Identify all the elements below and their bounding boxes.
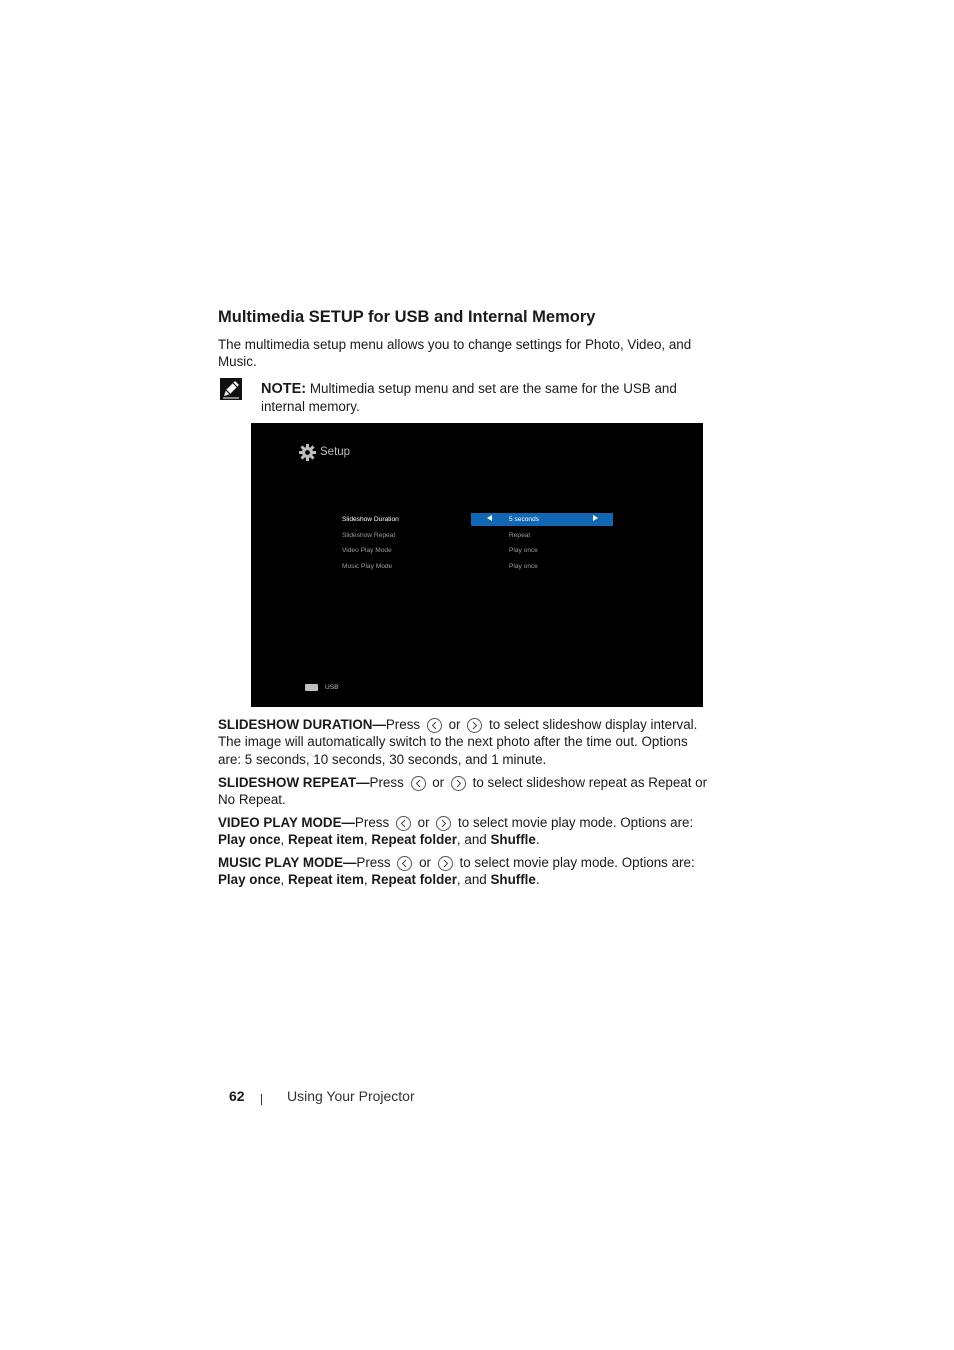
left-button-icon (397, 856, 412, 871)
item-slideshow-duration (218, 716, 708, 768)
section-title: Multimedia SETUP for USB and Internal Memory (218, 308, 596, 326)
item-term: SLIDESHOW REPEAT— (218, 775, 370, 790)
menu-row-video-play-mode[interactable] (251, 544, 703, 560)
source-label: USB (325, 684, 339, 691)
item-term: VIDEO PLAY MODE— (218, 815, 355, 830)
setup-menu-screenshot (251, 423, 703, 707)
option-repeat-item: Repeat item (287, 872, 364, 888)
right-button-icon (451, 776, 466, 791)
or-text: or (432, 775, 445, 790)
menu-row-value: Repeat (509, 532, 531, 539)
left-button-icon (411, 776, 426, 791)
menu-row-label: Music Play Mode (342, 563, 393, 570)
item-slideshow-repeat (218, 774, 708, 809)
and-text: and (464, 832, 487, 848)
right-button-icon (436, 816, 451, 831)
footer-divider (261, 1094, 262, 1105)
note-text: Multimedia setup menu and set are the same for the USB and internal memory. (261, 381, 677, 415)
item-description: to select slideshow display interval. The image will automatically switch to the next photo after the time out. Options are: 5 seconds, 10 seconds, 30 seconds, and 1 minute. (218, 717, 698, 767)
and-text: and (464, 872, 487, 888)
intro-paragraph: The multimedia setup menu allows you to change settings for Photo, Video, and Music. (218, 337, 692, 370)
right-button-icon (467, 718, 482, 733)
menu-row-slideshow-duration[interactable] (251, 513, 703, 529)
item-term: MUSIC PLAY MODE— (218, 855, 357, 870)
gear-icon (299, 444, 316, 461)
footer-section-title: Using Your Projector (287, 1088, 415, 1104)
page-number: 62 (229, 1088, 245, 1104)
item-music-play-mode: MUSIC PLAY MODE—Press or to select movie play mode. Options are: Play once, Repeat item, Repeat folder, and Shuffle. (218, 855, 695, 888)
menu-row-label: Video Play Mode (342, 547, 392, 554)
press-text: Press (354, 815, 390, 830)
option-repeat-folder: Repeat folder (371, 832, 457, 848)
option-play-once: Play once (218, 872, 281, 888)
option-repeat-item: Repeat item (287, 832, 364, 848)
option-shuffle: Shuffle (490, 872, 536, 888)
option-play-once: Play once (218, 832, 281, 848)
or-text: or (419, 855, 432, 870)
note-label: NOTE: (261, 381, 307, 397)
press-text: Press (369, 775, 404, 790)
setup-heading: Setup (320, 446, 351, 458)
option-shuffle: Shuffle (490, 832, 536, 848)
note-pencil-icon (220, 378, 242, 400)
left-button-icon (427, 718, 442, 733)
item-description: to select slideshow repeat as Repeat or No Repeat. (218, 775, 708, 808)
menu-row-music-play-mode[interactable] (251, 560, 703, 576)
usb-icon (305, 684, 318, 691)
menu-row-slideshow-repeat[interactable] (251, 529, 703, 545)
item-description: to select movie play mode. Options are: (458, 815, 694, 830)
or-text: or (417, 815, 430, 830)
or-text: or (448, 717, 461, 732)
menu-row-label: Slideshow Duration (342, 516, 399, 523)
menu-row-value: 5 seconds (509, 516, 540, 523)
item-term: SLIDESHOW DURATION— (218, 717, 386, 732)
item-description: to select movie play mode. Options are: (459, 855, 695, 870)
item-video-play-mode: VIDEO PLAY MODE—Press or to select movie play mode. Options are: Play once, Repeat item, Repeat folder, and Shuffle. (218, 815, 694, 848)
right-button-icon (438, 856, 453, 871)
note-block (261, 380, 709, 416)
press-text: Press (385, 717, 421, 732)
press-text: Press (356, 855, 391, 870)
menu-row-value: Play once (509, 547, 538, 554)
menu-row-label: Slideshow Repeat (342, 532, 396, 539)
menu-row-value: Play once (509, 563, 538, 570)
left-button-icon (396, 816, 411, 831)
option-repeat-folder: Repeat folder (371, 872, 457, 888)
